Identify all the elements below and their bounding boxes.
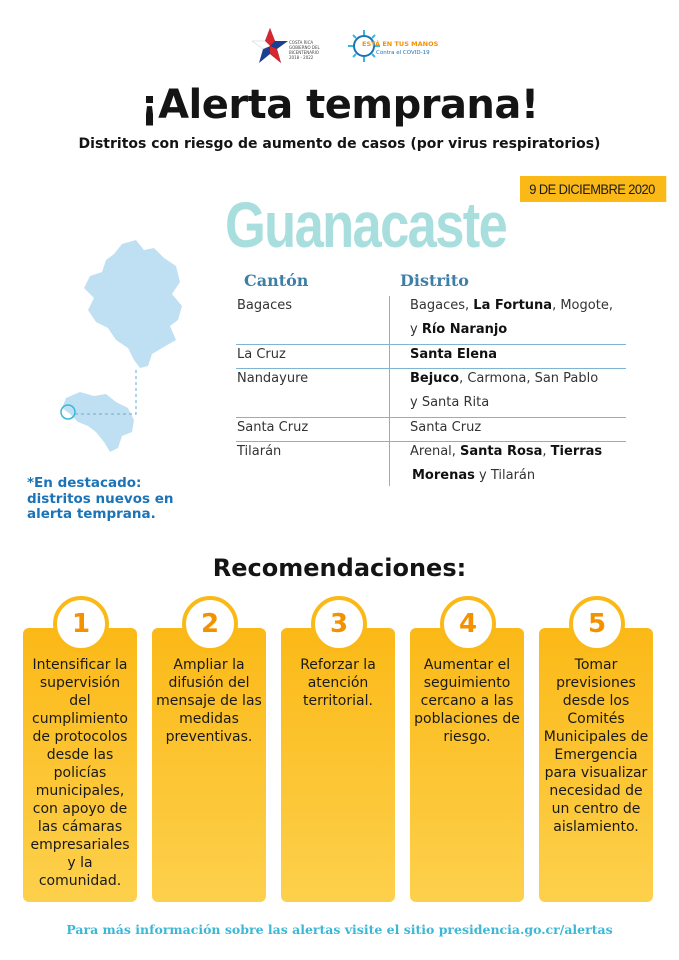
recommendation-number: 3	[311, 596, 367, 652]
costa-rica-star-icon	[251, 26, 289, 66]
recommendation-text: Ampliar la difusión del mensaje de las medidas preventivas.	[156, 657, 262, 745]
page-subtitle: Distritos con riesgo de aumento de casos (por virus respiratorios)	[78, 136, 601, 152]
highlight-note: *En destacado: distritos nuevos en alerta temprana.	[27, 475, 174, 522]
distrito-line: Arenal, Santa Rosa, Tierras	[410, 444, 603, 459]
province-name: Guanacaste	[225, 189, 507, 261]
recommendation-number: 4	[440, 596, 496, 652]
page-title: ¡Alerta temprana!	[140, 82, 539, 128]
recommendation-text: Intensificar la supervisión del cumplimiento de protocolos desde las policías municipales, con apoyo de las cámaras empresariales y la comunidad.	[30, 657, 130, 889]
recommendation-card-4	[410, 609, 524, 902]
distrito-line: Morenas y Tilarán	[412, 468, 536, 483]
date-badge: 9 DE DICIEMBRE 2020	[520, 176, 666, 202]
government-logo	[251, 26, 341, 66]
footer-info: Para más información sobre las alertas visite el sitio presidencia.go.cr/alertas	[66, 922, 613, 937]
distrito-line: y Santa Rita	[410, 395, 490, 410]
recommendation-card-1	[23, 609, 137, 902]
campaign-logo-title: ESTÁ EN TUS MANOS	[362, 40, 439, 48]
recommendation-number: 1	[53, 596, 109, 652]
guanacaste-map-icon	[44, 236, 194, 468]
distrito-line: y Río Naranjo	[410, 322, 508, 337]
canton-cell: Bagaces	[237, 298, 293, 313]
government-logo-text: COSTA RICA GOBIERNO DEL BICENTENARIO 2018 - 2022	[289, 40, 320, 60]
recommendation-text: Aumentar el seguimiento cercano a las poblaciones de riesgo.	[414, 657, 520, 745]
distrito-cell: Santa Elena	[410, 347, 498, 362]
table-divider	[389, 296, 390, 486]
header-logos	[0, 24, 679, 68]
recommendation-card-2	[152, 609, 266, 902]
distrito-cell	[410, 367, 626, 415]
distrito-line: Bagaces, La Fortuna, Mogote,	[410, 298, 613, 313]
canton-header: Cantón	[244, 271, 309, 290]
recommendation-number: 2	[182, 596, 238, 652]
recommendation-card-3	[281, 609, 395, 902]
distrito-header: Distrito	[400, 271, 469, 290]
distrito-cell	[410, 294, 626, 342]
distrito-cell: Santa Cruz	[410, 420, 482, 435]
canton-cell: Santa Cruz	[237, 420, 309, 435]
recommendation-text: Reforzar la atención territorial.	[300, 657, 376, 709]
canton-cell: Tilarán	[237, 444, 282, 459]
distrito-cell	[410, 440, 626, 488]
recommendation-text: Tomar previsiones desde los Comités Municipales de Emergencia para visualizar necesidad de un centro de aislamiento.	[543, 657, 649, 835]
distrito-line: Bejuco, Carmona, San Pablo	[410, 371, 599, 386]
canton-cell: La Cruz	[237, 347, 286, 362]
recommendations-title: Recomendaciones:	[212, 554, 467, 582]
campaign-logo-subtitle: Contra el COVID-19	[376, 50, 430, 56]
campaign-logo	[346, 26, 438, 66]
recommendation-number: 5	[569, 596, 625, 652]
canton-cell: Nandayure	[237, 371, 309, 386]
recommendation-card-5	[539, 609, 653, 902]
